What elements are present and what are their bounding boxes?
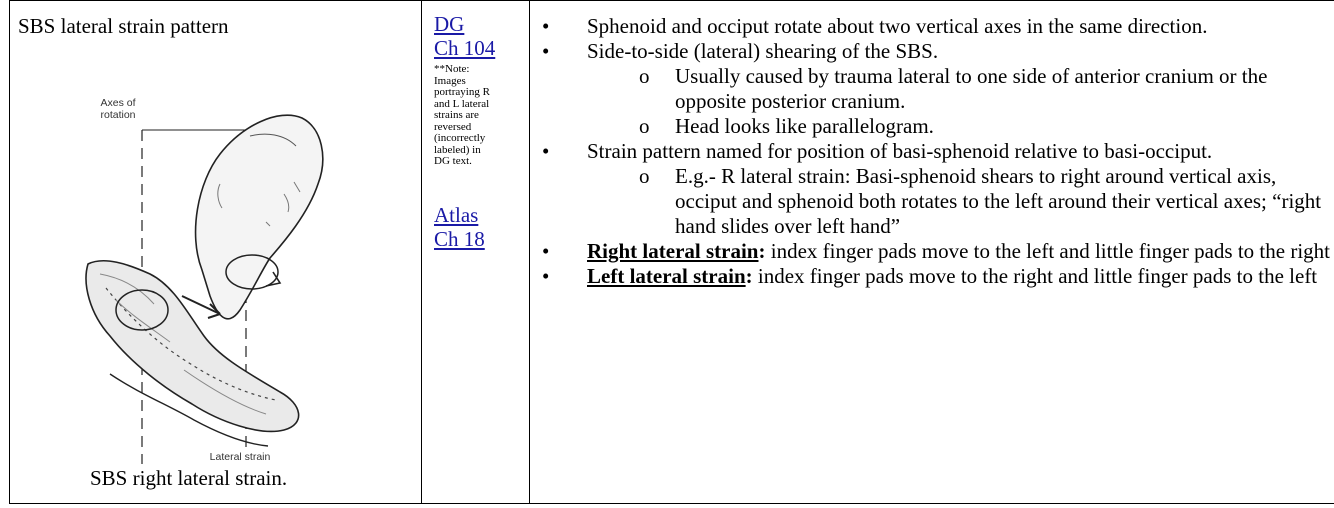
note-line: labeled) in (434, 143, 481, 156)
sub-bullet-text: Head looks like parallelogram. (675, 114, 934, 138)
figure-caption: SBS right lateral strain. (90, 466, 288, 490)
dg-link-line2: Ch 104 (434, 36, 496, 60)
bullet-list (536, 14, 1332, 289)
bullet-text: Strain pattern named for position of basi-sphenoid relative to basi-occiput. (587, 139, 1213, 163)
sub-bullet-marker: o (639, 114, 650, 138)
note-line: reversed (434, 120, 472, 133)
table-border-top (9, 0, 1334, 1)
note-line: **Note: (434, 63, 470, 75)
bullet-text: Sphenoid and occiput rotate about two vertical axes in the same direction. (587, 14, 1208, 38)
sub-list-item (587, 114, 1332, 139)
sub-list-item (587, 164, 1332, 239)
sub-list-item (587, 64, 1332, 114)
table-border-left (9, 0, 10, 504)
list-item (536, 14, 1332, 39)
note-line: portraying R (434, 86, 490, 98)
row-title: SBS lateral strain pattern (18, 14, 229, 38)
right-lateral-strain-term: Right lateral strain: (587, 239, 766, 263)
atlas-ch18-link[interactable] (434, 203, 526, 251)
bullet-text: Side-to-side (lateral) shearing of the SBS. (587, 39, 939, 63)
note-line: Images (434, 74, 466, 87)
bullet-text: index finger pads move to the left and little finger pads to the right (765, 239, 1331, 263)
column-divider-2 (529, 0, 530, 504)
sbs-lateral-strain-figure (70, 74, 400, 464)
description-cell (536, 14, 1332, 289)
note-line: DG text. (434, 155, 472, 167)
left-lateral-strain-term: Left lateral strain: (587, 264, 753, 288)
axes-label-line1: Axes of (100, 97, 136, 109)
atlas-link-line1: Atlas (434, 202, 479, 227)
reversed-images-note (434, 64, 526, 168)
sub-bullet-text: E.g.- R lateral strain: Basi-sphenoid shears to right around vertical axis, occiput and sphenoid both rotates to the left around their vertical axes; “right hand slides over left hand” (675, 164, 1322, 238)
sub-bullet-marker: o (639, 64, 650, 88)
dg-link-line1: DG (434, 12, 465, 36)
table-border-bottom (9, 503, 1334, 504)
note-line: and L lateral (434, 97, 490, 110)
sub-bullet-list (587, 164, 1332, 239)
lateral-strain-label: Lateral strain (209, 451, 271, 463)
bullet-text: index finger pads move to the right and little finger pads to the left (752, 264, 1318, 288)
sub-bullet-marker: o (639, 164, 650, 188)
list-item (536, 39, 1332, 139)
column-divider-1 (421, 0, 422, 504)
list-item (536, 139, 1332, 239)
atlas-link-line2: Ch 18 (434, 226, 485, 251)
sub-bullet-list (587, 64, 1332, 139)
list-item (536, 239, 1332, 264)
axes-label-line2: rotation (100, 109, 136, 121)
dg-ch104-link[interactable] (434, 12, 526, 60)
list-item (536, 264, 1332, 289)
note-line: strains are (434, 109, 479, 121)
sub-bullet-text: Usually caused by trauma lateral to one side of anterior cranium or the opposite posterior cranium. (675, 64, 1268, 113)
note-line: (incorrectly (434, 132, 486, 144)
reference-cell (434, 12, 526, 251)
image-cell (18, 14, 418, 494)
